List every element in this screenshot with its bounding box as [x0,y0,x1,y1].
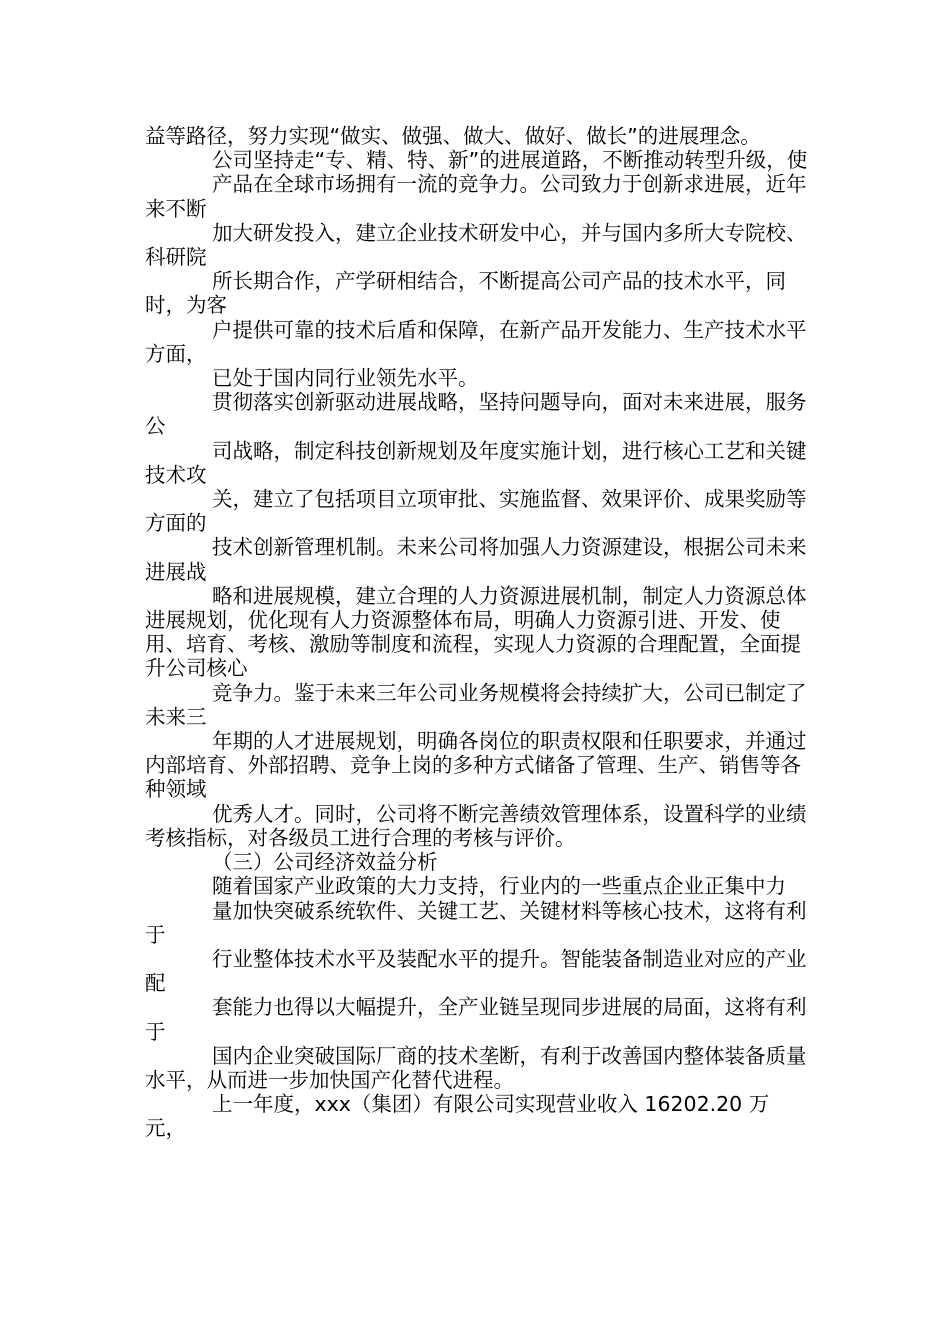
paragraph: 司战略，制定科技创新规划及年度实施计划，进行核心工艺和关键技术攻 [145,438,807,487]
paragraph: 国内企业突破国际厂商的技术垄断，有利于改善国内整体装备质量水平，从而进一步加快国产化替代进程。 [145,1043,807,1092]
paragraph: 套能力也得以大幅提升，全产业链呈现同步进展的局面，这将有利于 [145,995,807,1044]
paragraph: 加大研发投入，建立企业技术研发中心，并与国内多所大专院校、科研院 [145,220,807,270]
paragraph: 随着国家产业政策的大力支持，行业内的一些重点企业正集中力 [212,874,786,899]
paragraph: 所长期合作，产学研相结合，不断提高公司产品的技术水平，同时，为客 [145,269,786,318]
paragraph: 技术创新管理机制。未来公司将加强人力资源建设，根据公司未来进展战 [145,535,807,584]
paragraph: 公司坚持走“专、精、特、新”的进展道路，不断推动转型升级，使 [212,148,808,173]
paragraph: 上一年度，xxx（集团）有限公司实现营业收入 16202.20 万元， [145,1092,770,1141]
paragraph: 已处于国内同行业领先水平。 [212,366,479,391]
document-body [145,124,810,1141]
paragraph: 益等路径，努力实现“做实、做强、做大、做好、做长”的进展理念。 [145,124,761,148]
paragraph: 量加快突破系统软件、关键工艺、关键材料等核心技术，这将有利于 [145,898,807,947]
paragraph: 年期的人才进展规划，明确各岗位的职责权限和任职要求，并通过内部培育、外部招聘、竞争上岗的多种方式储备了管理、生产、销售等各种领域 [145,729,807,802]
paragraph: 关，建立了包括项目立项审批、实施监督、效果评价、成果奖励等方面的 [145,487,807,536]
paragraph: 优秀人才。同时，公司将不断完善绩效管理体系，设置科学的业绩考核指标，对各级员工进行合理的考核与评价。 [145,801,807,850]
paragraph: 略和进展规模，建立合理的人力资源进展机制，制定人力资源总体进展规划，优化现有人力资源整体布局，明确人力资源引进、开发、使用、培育、考核、激励等制度和流程，实现人力资源的合理配置，全面提升公司核心 [145,583,807,681]
paragraph: 行业整体技术水平及装配水平的提升。智能装备制造业对应的产业配 [145,946,807,996]
paragraph: 竞争力。鉴于未来三年公司业务规模将会持续扩大，公司已制定了未来三 [145,680,807,729]
paragraph: 户提供可靠的技术后盾和保障，在新产品开发能力、生产技术水平方面， [145,317,807,366]
paragraph: 贯彻落实创新驱动进展战略，坚持问题导向，面对未来进展，服务公 [145,390,807,439]
paragraph: 产品在全球市场拥有一流的竞争力。公司致力于创新求进展，近年来不断 [145,172,807,221]
section-heading: （三）公司经济效益分析 [212,850,438,875]
